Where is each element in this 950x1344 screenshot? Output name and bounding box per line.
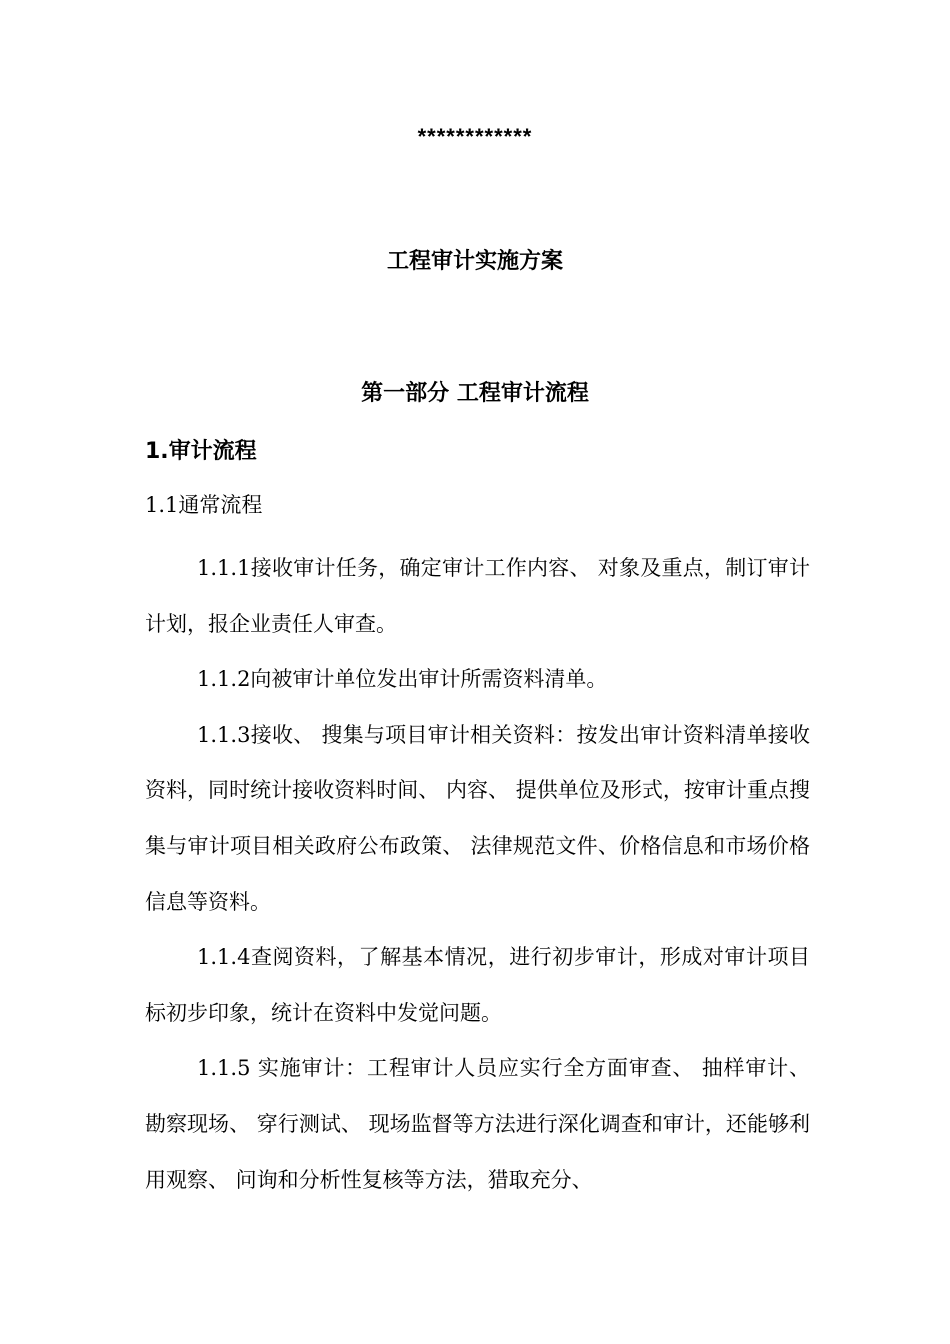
section-heading: 1.审计流程 (145, 439, 257, 464)
paragraph: 1.1.1接收审计任务，确定审计工作内容、 对象及重点，制订审计计划，报企业责任人审查。 (145, 556, 810, 636)
paragraph: 1.1.4查阅资料，了解基本情况，进行初步审计，形成对审计项目标初步印象，统计在资料中发觉问题。 (145, 945, 810, 1025)
subsection-heading: 1.1通常流程 (145, 493, 263, 517)
paragraph: 1.1.3接收、 搜集与项目审计相关资料：按发出审计资料清单接收资料，同时统计接收资料时间、 内容、 提供单位及形式，按审计重点搜集与审计项目相关政府公布政策、 法律规范文件、价格信息和市场价格信息等资料。 (145, 722, 810, 914)
document-header-stars: ************ (417, 124, 533, 149)
paragraph: 1.1.2向被审计单位发出审计所需资料清单。 (197, 667, 608, 692)
part-title: 第一部分 工程审计流程 (361, 381, 589, 406)
paragraph: 1.1.5 实施审计：工程审计人员应实行全方面审查、 抽样审计、 勘察现场、 穿行测试、 现场监督等方法进行深化调查和审计，还能够利用观察、 问询和分析性复核等方法，猎取充分、 (145, 1056, 810, 1192)
document-body (145, 541, 810, 1208)
document-title: 工程审计实施方案 (386, 249, 563, 274)
